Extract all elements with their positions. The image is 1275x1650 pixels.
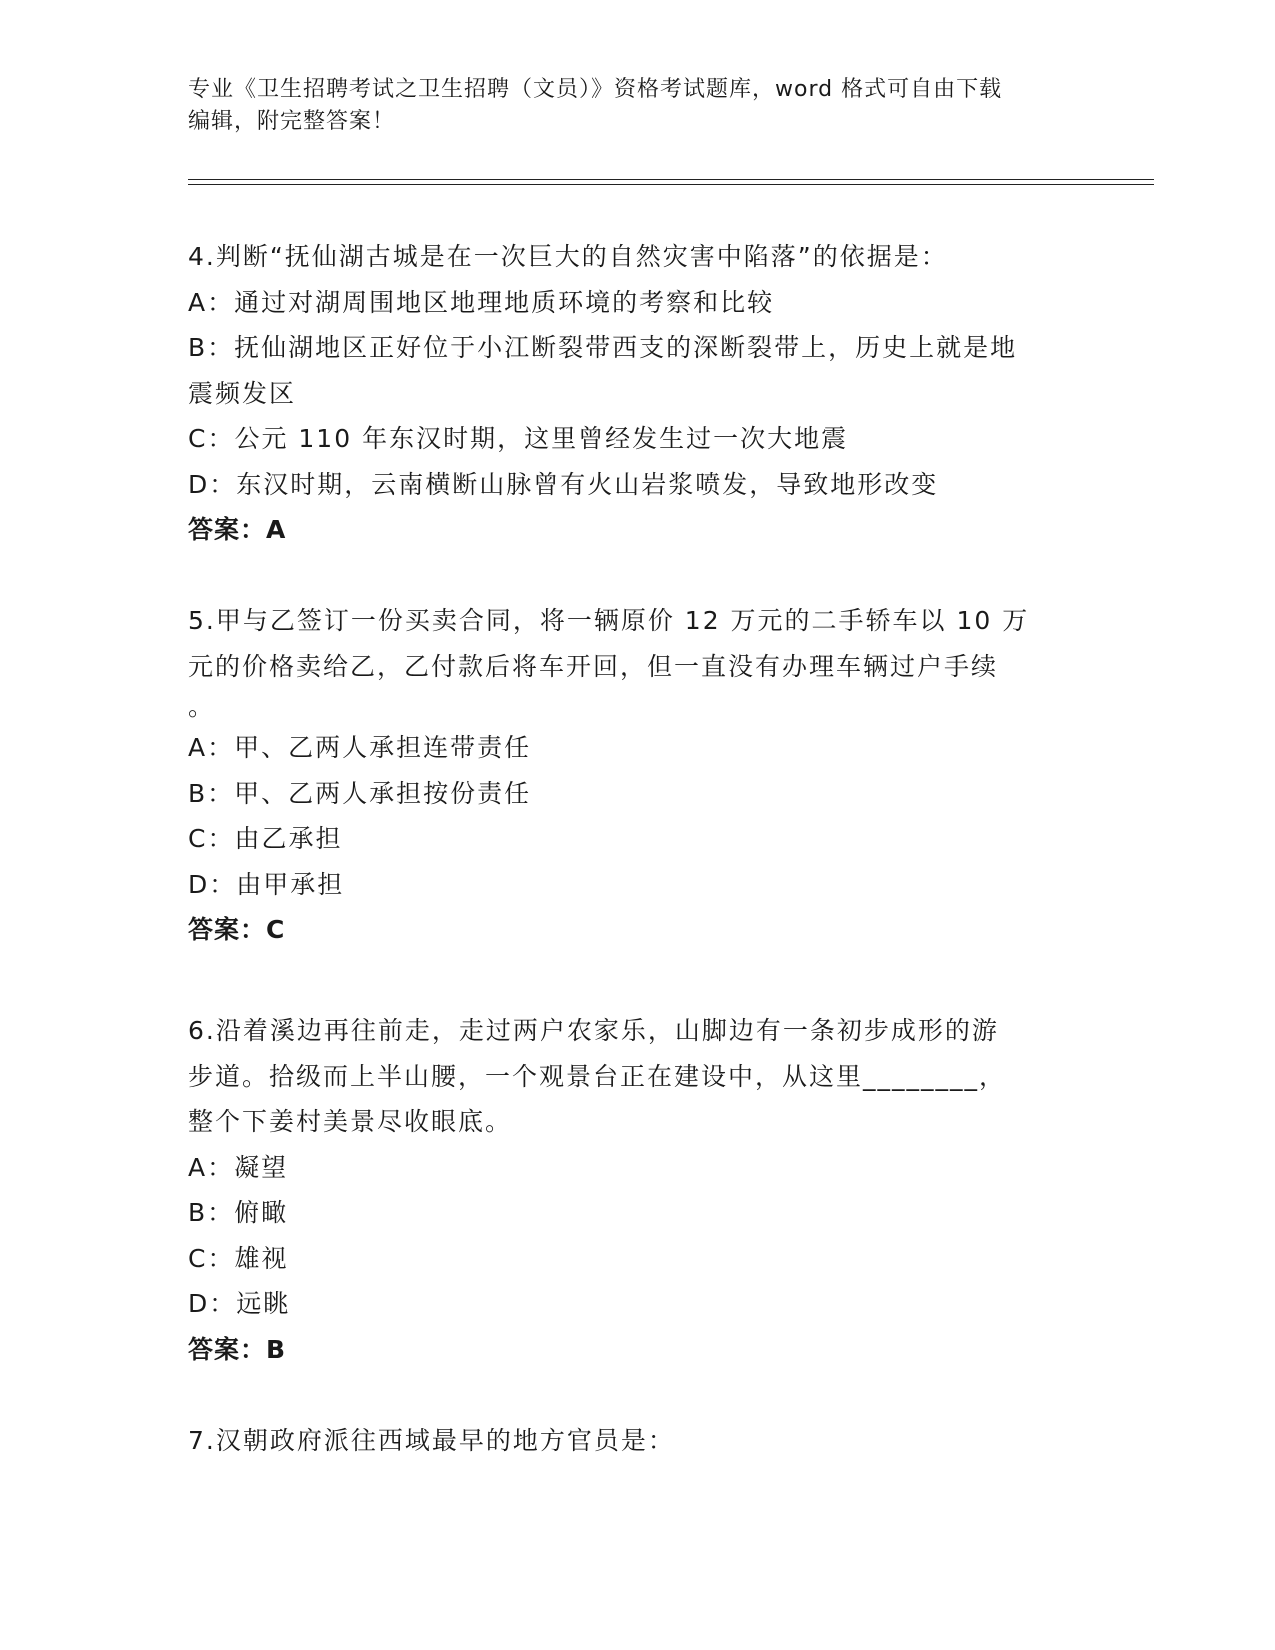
option-c: C：雄视 [188, 1243, 289, 1273]
option-b: B：俯瞰 [188, 1198, 289, 1227]
question-stem: 4.判断“抚仙湖古城是在一次巨大的自然灾害中陷落”的依据是： [188, 242, 948, 271]
option-b: B：甲、乙两人承担按份责任 [188, 778, 532, 808]
answer: 答案：B [188, 1334, 287, 1364]
option-c: C：由乙承担 [188, 824, 343, 853]
question-5 [188, 598, 1088, 953]
document-header [188, 74, 1088, 138]
option-b-continued: 震频发区 [188, 378, 297, 408]
option-a: A：凝望 [188, 1152, 289, 1182]
option-d: D：由甲承担 [188, 869, 345, 899]
question-stem-continued: 。 [188, 692, 216, 721]
answer: 答案：C [188, 915, 286, 944]
option-a: A：通过对湖周围地区地理地质环境的考察和比较 [188, 287, 775, 317]
option-b: B：抚仙湖地区正好位于小江断裂带西支的深断裂带上，历史上就是地 [188, 333, 1018, 362]
option-a: A：甲、乙两人承担连带责任 [188, 733, 532, 762]
option-d: D：远眺 [188, 1289, 291, 1318]
question-stem-continued: 整个下姜村美景尽收眼底。 [188, 1107, 513, 1136]
header-line-2: 编辑，附完整答案！ [188, 109, 396, 134]
question-stem: 7.汉朝政府派往西域最早的地方官员是： [188, 1426, 675, 1455]
header-divider-bottom [188, 184, 1154, 185]
header-divider-top [188, 179, 1154, 180]
option-d: D：东汉时期，云南横断山脉曾有火山岩浆喷发，导致地形改变 [188, 469, 939, 499]
question-7 [188, 1418, 1088, 1464]
option-c: C：公元 110 年东汉时期，这里曾经发生过一次大地震 [188, 424, 849, 453]
question-stem: 5.甲与乙签订一份买卖合同，将一辆原价 12 万元的二手轿车以 10 万 [188, 606, 1030, 635]
answer: 答案：A [188, 515, 287, 544]
question-4 [188, 234, 1088, 553]
question-stem: 6.沿着溪边再往前走，走过两户农家乐，山脚边有一条初步成形的游 [188, 1016, 999, 1045]
question-6 [188, 1008, 1088, 1372]
question-stem-continued: 元的价格卖给乙，乙付款后将车开回，但一直没有办理车辆过户手续 [188, 651, 999, 681]
question-stem-continued: 步道。拾级而上半山腰，一个观景台正在建设中，从这里________， [188, 1061, 1007, 1091]
header-line-1: 专业《卫生招聘考试之卫生招聘（文员）》资格考试题库，word 格式可自由下载 [188, 77, 1003, 102]
